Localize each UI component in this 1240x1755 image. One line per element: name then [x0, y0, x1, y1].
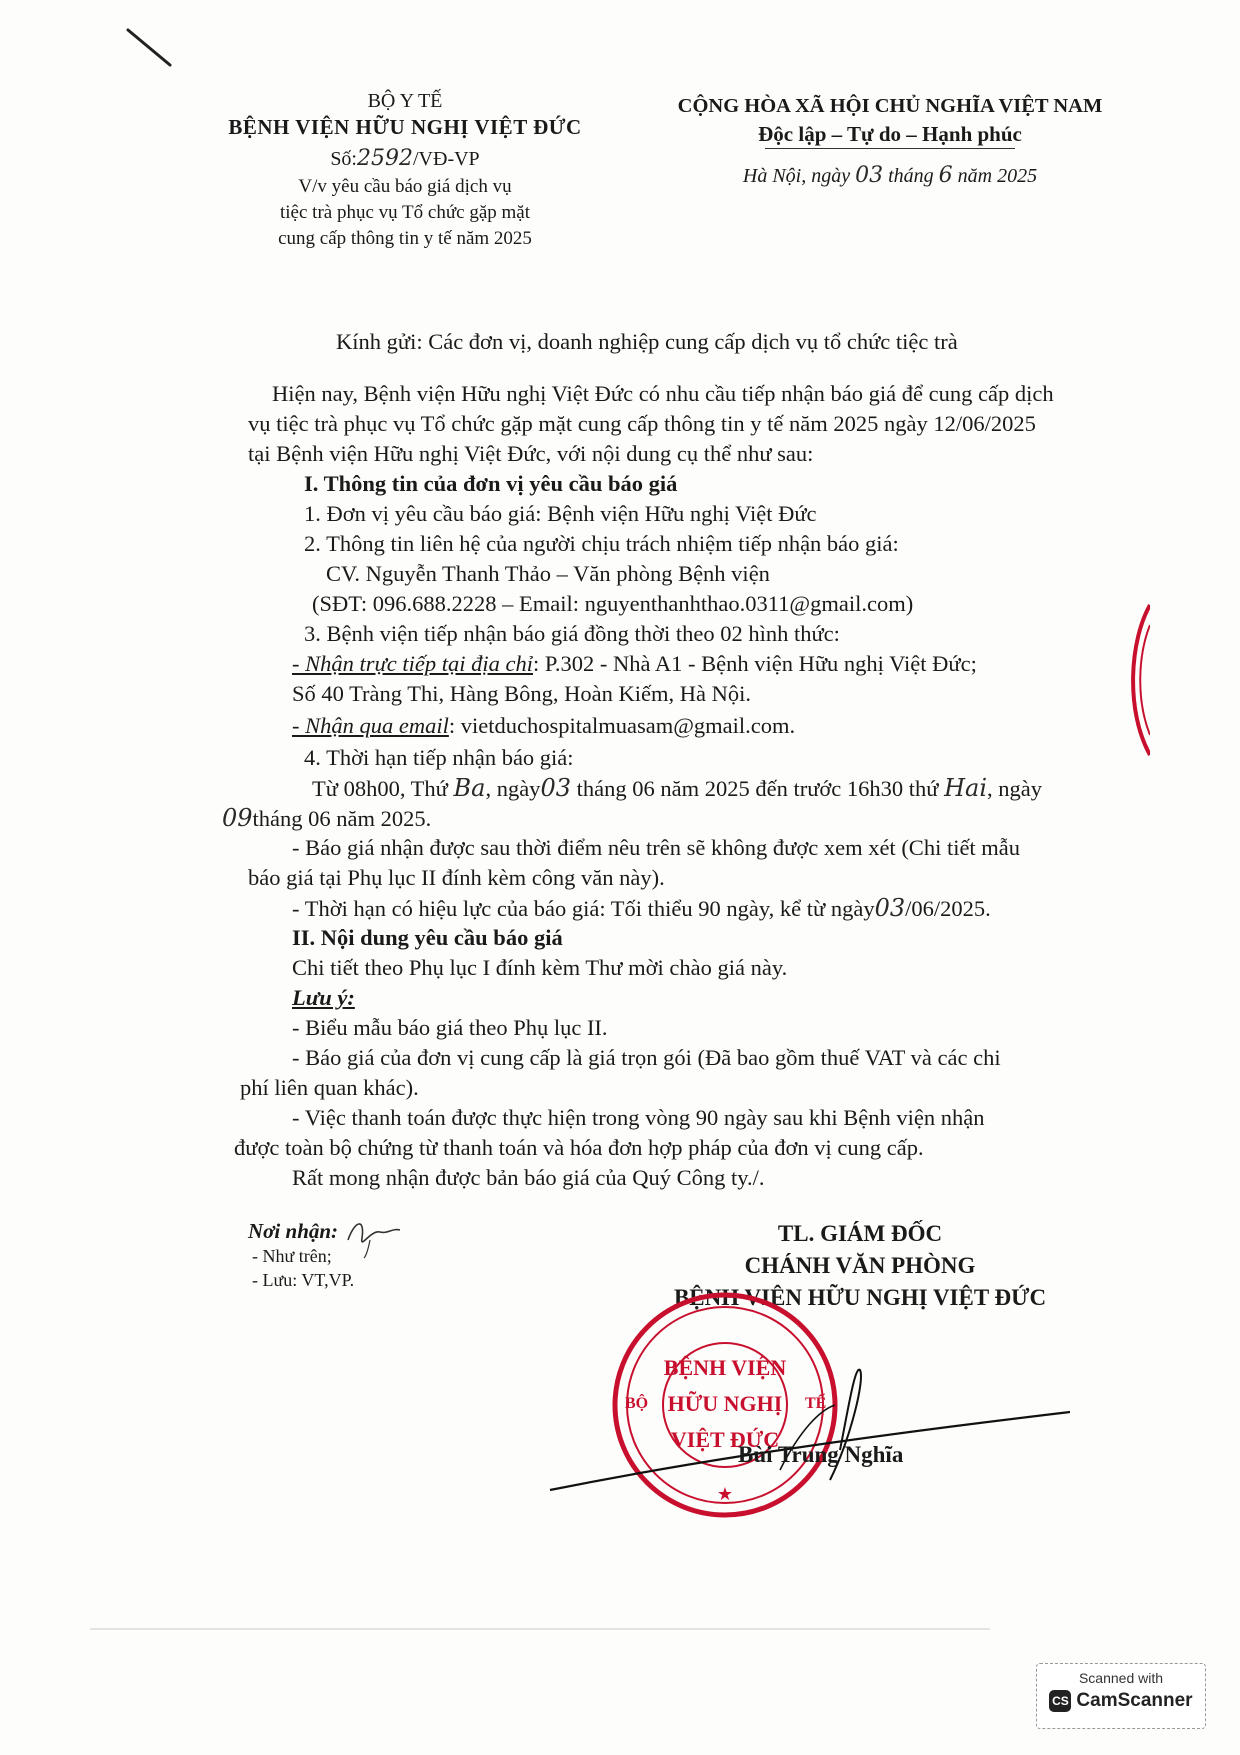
direct-address: - Nhận trực tiếp tại địa chỉ: P.302 - Nhà A1 - Bệnh viện Hữu nghị Việt Đức; [292, 651, 977, 676]
header-left [180, 88, 630, 252]
nation-title: CỘNG HÒA XÃ HỘI CHỦ NGHĨA VIỆT NAM [677, 95, 1103, 117]
note-item: - Báo giá của đơn vị cung cấp là giá trọn gói (Đã bao gồm thuế VAT và các chi [292, 1045, 1001, 1070]
motto: Độc lập – Tự do – Hạnh phúc [758, 122, 1022, 146]
section1-item3: 3. Bệnh viện tiếp nhận báo giá đồng thời theo 02 hình thức: [304, 621, 840, 646]
time-line: Từ 08h00, Thứ Ba, ngày03 tháng 06 năm 2025 đến trước 16h30 thứ Hai, ngày [312, 774, 1043, 802]
intro-line: tại Bệnh viện Hữu nghị Việt Đức, với nội dung cụ thể như sau: [248, 441, 814, 466]
validity: - Thời hạn có hiệu lực của báo giá: Tối thiểu 90 ngày, kể từ ngày03/06/2025. [292, 894, 991, 922]
note-item: được toàn bộ chứng từ thanh toán và hóa đơn hợp pháp của đơn vị cung cấp. [234, 1135, 924, 1160]
intro-line: Hiện nay, Bệnh viện Hữu nghị Việt Đức có nhu cầu tiếp nhận báo giá để cung cấp dịch [272, 381, 1054, 406]
note-late: - Báo giá nhận được sau thời điểm nêu trên sẽ không được xem xét (Chi tiết mẫu [292, 835, 1021, 860]
intro-line: vụ tiệc trà phục vụ Tổ chức gặp mặt cung cấp thông tin y tế năm 2025 ngày 12/06/2025 [248, 411, 1036, 436]
scan-artifact-line [90, 1628, 990, 1630]
note-item: - Việc thanh toán được thực hiện trong vòng 90 ngày sau khi Bệnh viện nhận [292, 1105, 985, 1130]
contact-phone: (SĐT: 096.688.2228 – Email: nguyenthanhthao.0311@gmail.com) [312, 591, 914, 616]
director-signature [530, 1340, 1090, 1510]
header-right [640, 92, 1140, 188]
signature-title-3: BỆNH VIỆN HỮU NGHỊ VIỆT ĐỨC [673, 1285, 1047, 1310]
camscanner-badge [1036, 1663, 1206, 1729]
stamp-side-left: BỘ [625, 1395, 649, 1412]
section1-item4: 4. Thời hạn tiếp nhận báo giá: [304, 745, 574, 770]
hospital-name: BỆNH VIỆN HỮU NGHỊ VIỆT ĐỨC [228, 115, 582, 139]
initial-signature [340, 1210, 410, 1260]
contact-name: CV. Nguyễn Thanh Thảo – Văn phòng Bệnh viện [326, 561, 770, 586]
notes-title: Lưu ý: [292, 985, 355, 1010]
note-late-2: báo giá tại Phụ lục II đính kèm công văn này). [248, 865, 665, 890]
recipient-item: - Như trên; [252, 1246, 332, 1266]
email-receive: - Nhận qua email: vietduchospitalmuasam@gmail.com. [292, 713, 796, 738]
motto-underline [765, 148, 1015, 149]
section1-item2: 2. Thông tin liên hệ của người chịu trách nhiệm tiếp nhận báo giá: [304, 531, 899, 556]
document-number: Số:2592/VĐ-VP [330, 146, 480, 171]
camscanner-logo-icon: CS [1049, 1690, 1071, 1712]
subject: V/v yêu cầu báo giá dịch vụ tiệc trà phục vụ Tổ chức gặp mặt cung cấp thông tin y tế năm 2025 [278, 176, 532, 249]
ministry: BỘ Y TẾ [367, 90, 443, 112]
recipients-label: Nơi nhận: [248, 1219, 339, 1243]
time-line-2: 09tháng 06 năm 2025. [222, 804, 432, 832]
signer-name: Bùi Trung Nghĩa [738, 1442, 904, 1467]
section2-title: II. Nội dung yêu cầu báo giá [292, 925, 563, 950]
note-item: - Biểu mẫu báo giá theo Phụ lục II. [292, 1015, 608, 1040]
stamp-side-right: TẾ [805, 1395, 827, 1412]
badge-brand [1037, 1690, 1205, 1712]
star-icon: ★ [716, 1484, 734, 1505]
closing: Rất mong nhận được bản báo giá của Quý Công ty./. [292, 1165, 765, 1190]
direct-address-2: Số 40 Tràng Thi, Hàng Bông, Hoàn Kiếm, Hà Nội. [292, 681, 751, 706]
pen-mark [125, 25, 175, 70]
stamp-center: BỆNH VIỆN HỮU NGHỊ VIỆT ĐỨC [663, 1355, 787, 1452]
signature-title-2: CHÁNH VĂN PHÒNG [744, 1253, 976, 1278]
handwritten-number: 2592 [357, 146, 413, 171]
edge-stamp-fragment [1120, 600, 1150, 760]
badge-caption: Scanned with [1078, 1670, 1164, 1686]
recipient-item: - Lưu: VT,VP. [252, 1270, 355, 1290]
signature-title-1: TL. GIÁM ĐỐC [777, 1221, 943, 1246]
section2-text: Chi tiết theo Phụ lục I đính kèm Thư mời chào giá này. [292, 955, 788, 980]
section1-title: I. Thông tin của đơn vị yêu cầu báo giá [304, 471, 678, 496]
addressee: Kính gửi: Các đơn vị, doanh nghiệp cung cấp dịch vụ tổ chức tiệc trà [336, 329, 958, 354]
date-line: Hà Nội, ngày 03 tháng 6 năm 2025 [742, 163, 1038, 188]
section1-item1: 1. Đơn vị yêu cầu báo giá: Bệnh viện Hữu nghị Việt Đức [304, 501, 817, 526]
badge-brand-name: CamScanner [1076, 1690, 1193, 1711]
recipients [248, 1218, 354, 1292]
note-item: phí liên quan khác). [240, 1075, 419, 1100]
